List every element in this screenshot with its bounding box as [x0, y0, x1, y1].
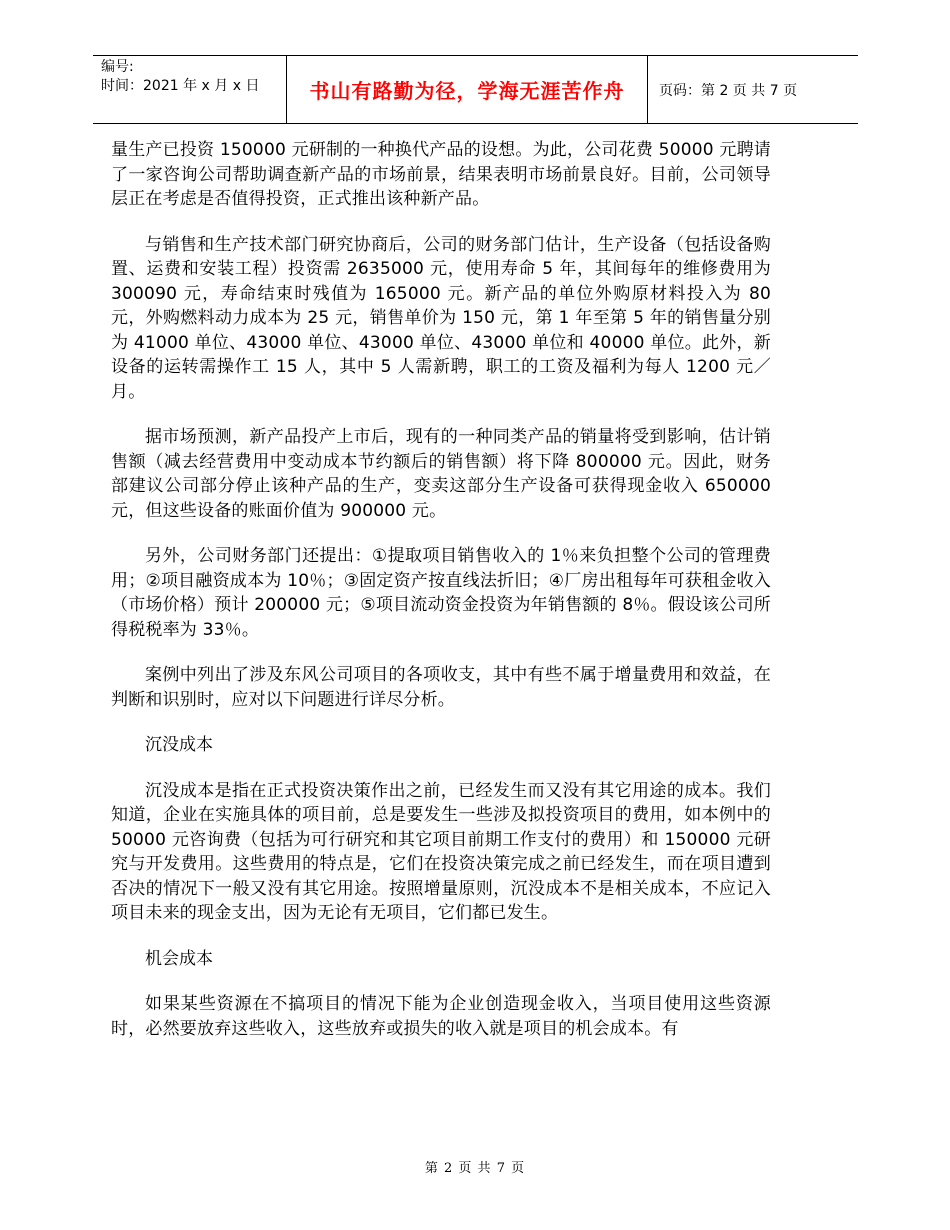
document-body: [111, 138, 771, 1041]
page-header: [93, 55, 858, 124]
paragraph: 另外，公司财务部门还提出：①提取项目销售收入的 1％来负担整个公司的管理费用；②项目融资成本为 10％；③固定资产按直线法折旧；④厂房出租每年可获租金收入（市场价格）预计 200000 元；⑤项目流动资金投资为年销售额的 8％。假设该公司所得税税率为 33％。: [111, 546, 771, 640]
page-footer: 第 2 页 共 7 页: [424, 1161, 526, 1176]
paragraph: 案例中列出了涉及东风公司项目的各项收支，其中有些不属于增量费用和效益，在判断和识别时，应对以下问题进行详尽分析。: [111, 665, 771, 710]
paragraph: 与销售和生产技术部门研究协商后，公司的财务部门估计，生产设备（包括设备购置、运费和安装工程）投资需 2635000 元，使用寿命 5 年，其间每年的维修费用为 300090 元，寿命结束时残值为 165000 元。新产品的单位外购原材料投入为 80 元，外购燃料动力成本为 25 元，销售单价为 150 元，第 1 年至第 5 年的销售量分别为 41000 单位、43000 单位、43000 单位、43000 单位和 40000 单位。此外，新设备的运转需操作工 15 人，其中 5 人需新聘，职工的工资及福利为每人 1200 元／月。: [111, 234, 771, 402]
document-date: 时间：2021 年 x 月 x 日: [101, 78, 260, 94]
paragraph: 沉没成本是指在正式投资决策作出之前，已经发生而又没有其它用途的成本。我们知道，企业在实施具体的项目前，总是要发生一些涉及拟投资项目的费用，如本例中的 50000 元咨询费（包括为可行研究和其它项目前期工作支付的费用）和 150000 元研究与开发费用。这些费用的特点是，它们在投资决策完成之前已经发生，而在项目遭到否决的情况下一般又没有其它用途。按照增量原则，沉没成本不是相关成本，不应记入项目未来的现金支出，因为无论有无项目，它们都已发生。: [111, 780, 771, 923]
section-heading: 机会成本: [145, 948, 213, 969]
header-motto: 书山有路勤为径，学海无涯苦作舟: [309, 79, 625, 103]
paragraph: 如果某些资源在不搞项目的情况下能为企业创造现金收入，当项目使用这些资源时，必然要放弃这些收入，这些放弃或损失的收入就是项目的机会成本。有: [111, 994, 771, 1039]
header-page-number: 页码：第 2 页 共 7 页: [659, 82, 798, 99]
section-heading: 沉没成本: [145, 735, 213, 755]
paragraph: 量生产已投资 150000 元研制的一种换代产品的设想。为此，公司花费 50000 元聘请了一家咨询公司帮助调查新产品的市场前景，结果表明市场前景良好。目前，公司领导层正在考虑是否值得投资，正式推出该种新产品。: [111, 140, 771, 209]
header-divider: [647, 56, 648, 123]
paragraph: 据市场预测，新产品投产上市后，现有的一种同类产品的销量将受到影响，估计销售额（减去经营费用中变动成本节约额后的销售额）将下降 800000 元。因此，财务部建议公司部分停止该种产品的生产，变卖这部分生产设备可获得现金收入 650000 元，但这些设备的账面价值为 900000 元。: [111, 427, 771, 521]
document-code-label: 编号:: [101, 59, 134, 75]
